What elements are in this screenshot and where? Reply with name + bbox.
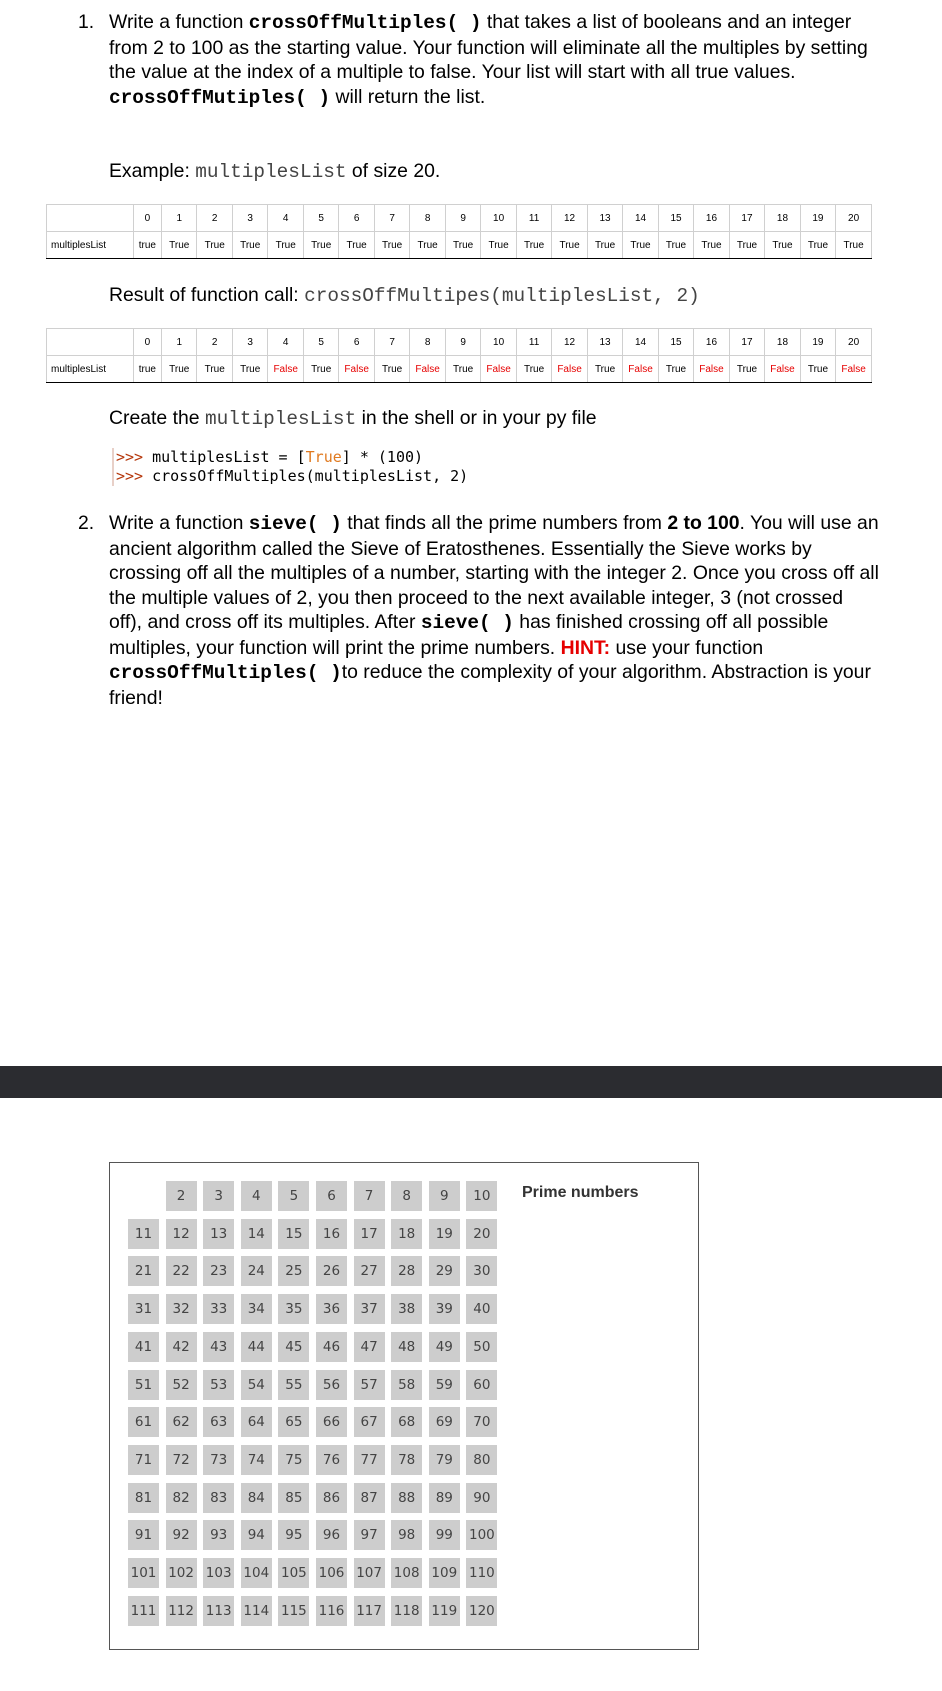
sieve-cell: 43 bbox=[203, 1332, 234, 1362]
sieve-cell: 63 bbox=[203, 1407, 234, 1437]
q1-text-a: Write a function bbox=[109, 11, 249, 33]
sieve-cell: 105 bbox=[278, 1558, 309, 1588]
sieve-cell: 19 bbox=[429, 1219, 460, 1249]
code-line-1 bbox=[116, 448, 468, 467]
value-cell: True bbox=[800, 232, 835, 259]
index-cell: 5 bbox=[303, 205, 338, 232]
sieve-cell: 20 bbox=[466, 1219, 497, 1249]
value-cell: True bbox=[623, 232, 658, 259]
sieve-cell: 17 bbox=[354, 1219, 385, 1249]
value-cell: True bbox=[587, 232, 622, 259]
index-cell: 2 bbox=[197, 329, 232, 356]
value-cell: True bbox=[800, 356, 835, 383]
q1-returns-text: will return the list. bbox=[330, 85, 486, 108]
sieve-cell: 82 bbox=[166, 1483, 197, 1513]
sieve-cell: 16 bbox=[316, 1219, 347, 1249]
sieve-cell: 27 bbox=[354, 1256, 385, 1286]
sieve-cell: 46 bbox=[316, 1332, 347, 1362]
q2-fn: sieve( ) bbox=[248, 513, 342, 535]
sieve-cell: 45 bbox=[278, 1332, 309, 1362]
q1-number: 1. bbox=[78, 11, 95, 33]
index-cell: 2 bbox=[197, 205, 232, 232]
row-label: multiplesList bbox=[47, 232, 134, 259]
sieve-cell: 107 bbox=[354, 1558, 385, 1588]
q2-paragraph bbox=[109, 511, 879, 710]
value-cell: true bbox=[133, 232, 161, 259]
index-cell: 13 bbox=[587, 205, 622, 232]
sieve-cell: 55 bbox=[278, 1370, 309, 1400]
value-cell: True bbox=[161, 232, 196, 259]
example-label: Example: bbox=[109, 160, 196, 182]
index-cell: 9 bbox=[445, 329, 480, 356]
index-cell: 13 bbox=[587, 329, 622, 356]
header-blank-cell bbox=[47, 329, 134, 356]
result-line bbox=[109, 283, 879, 309]
index-cell: 17 bbox=[729, 205, 764, 232]
sieve-cell: 18 bbox=[391, 1219, 422, 1249]
sieve-cell: 100 bbox=[466, 1520, 497, 1550]
code-line1-a: multiplesList = [ bbox=[143, 448, 306, 466]
index-cell: 12 bbox=[552, 205, 587, 232]
sieve-cell: 33 bbox=[203, 1294, 234, 1324]
index-cell: 4 bbox=[268, 205, 303, 232]
value-cell: True bbox=[481, 232, 516, 259]
value-cell: False bbox=[694, 356, 729, 383]
sieve-cell: 28 bbox=[391, 1256, 422, 1286]
value-cell: True bbox=[197, 356, 232, 383]
q2-t1: Write a function bbox=[109, 512, 249, 534]
index-cell: 5 bbox=[303, 329, 338, 356]
sieve-cell: 110 bbox=[466, 1558, 497, 1588]
index-cell: 6 bbox=[339, 205, 374, 232]
sieve-cell: 35 bbox=[278, 1294, 309, 1324]
sieve-cell: 102 bbox=[166, 1558, 197, 1588]
sieve-cell: 7 bbox=[354, 1181, 385, 1211]
sieve-cell: 52 bbox=[166, 1370, 197, 1400]
sieve-cell: 116 bbox=[316, 1596, 347, 1626]
index-cell: 18 bbox=[765, 329, 800, 356]
sieve-cell: 34 bbox=[241, 1294, 272, 1324]
index-cell: 3 bbox=[232, 205, 267, 232]
sieve-cell: 53 bbox=[203, 1370, 234, 1400]
code-line1-true: True bbox=[305, 448, 342, 466]
sieve-cell: 119 bbox=[429, 1596, 460, 1626]
sieve-cell: 115 bbox=[278, 1596, 309, 1626]
sieve-cell: 11 bbox=[128, 1219, 159, 1249]
sieve-cell: 31 bbox=[128, 1294, 159, 1324]
sieve-cell: 75 bbox=[278, 1445, 309, 1475]
sieve-cell: 40 bbox=[466, 1294, 497, 1324]
row-label: multiplesList bbox=[47, 356, 134, 383]
result-label: Result of function call: bbox=[109, 284, 305, 306]
sieve-cell: 118 bbox=[391, 1596, 422, 1626]
index-cell: 4 bbox=[268, 329, 303, 356]
code-line1-b: ] * (100) bbox=[341, 448, 424, 466]
sieve-cell: 4 bbox=[241, 1181, 272, 1211]
index-cell: 19 bbox=[800, 329, 835, 356]
sieve-cell: 57 bbox=[354, 1370, 385, 1400]
sieve-cell: 78 bbox=[391, 1445, 422, 1475]
index-cell: 1 bbox=[161, 205, 196, 232]
sieve-cell: 22 bbox=[166, 1256, 197, 1286]
q2-t4: has finished crossing off all possible multiples, your function will print the prime numbers. bbox=[109, 611, 829, 659]
sieve-cell: 101 bbox=[128, 1558, 159, 1588]
sieve-cell: 88 bbox=[391, 1483, 422, 1513]
sieve-cell: 96 bbox=[316, 1520, 347, 1550]
sieve-cell: 69 bbox=[429, 1407, 460, 1437]
q1-paragraph bbox=[109, 10, 879, 110]
sieve-cell: 56 bbox=[316, 1370, 347, 1400]
index-cell: 6 bbox=[339, 329, 374, 356]
sieve-cell: 117 bbox=[354, 1596, 385, 1626]
sieve-cell: 66 bbox=[316, 1407, 347, 1437]
value-cell: True bbox=[197, 232, 232, 259]
index-cell: 0 bbox=[133, 329, 161, 356]
sieve-cell: 71 bbox=[128, 1445, 159, 1475]
sieve-cell: 68 bbox=[391, 1407, 422, 1437]
value-cell: True bbox=[836, 232, 872, 259]
sieve-cell: 79 bbox=[429, 1445, 460, 1475]
q2-range: 2 to 100 bbox=[667, 512, 740, 534]
sieve-cell: 77 bbox=[354, 1445, 385, 1475]
example-suffix: of size 20. bbox=[346, 160, 441, 182]
value-cell: False bbox=[481, 356, 516, 383]
sieve-cell: 113 bbox=[203, 1596, 234, 1626]
sieve-cell: 58 bbox=[391, 1370, 422, 1400]
sieve-cell: 87 bbox=[354, 1483, 385, 1513]
sieve-cell: 59 bbox=[429, 1370, 460, 1400]
sieve-cell: 90 bbox=[466, 1483, 497, 1513]
prime-numbers-label: Prime numbers bbox=[522, 1184, 639, 1201]
sieve-cell: 108 bbox=[391, 1558, 422, 1588]
value-cell: False bbox=[623, 356, 658, 383]
sieve-cell: 114 bbox=[241, 1596, 272, 1626]
sieve-cell: 26 bbox=[316, 1256, 347, 1286]
index-cell: 20 bbox=[836, 205, 872, 232]
value-cell: True bbox=[303, 356, 338, 383]
value-cell: True bbox=[161, 356, 196, 383]
sieve-cell: 60 bbox=[466, 1370, 497, 1400]
index-cell: 17 bbox=[729, 329, 764, 356]
index-cell: 10 bbox=[481, 205, 516, 232]
sieve-cell: 54 bbox=[241, 1370, 272, 1400]
value-cell: True bbox=[516, 232, 551, 259]
value-cell: True bbox=[516, 356, 551, 383]
q1-returns-function: crossOffMutiples( ) bbox=[109, 86, 331, 109]
index-cell: 8 bbox=[410, 205, 445, 232]
sieve-cell: 70 bbox=[466, 1407, 497, 1437]
sieve-cell: 50 bbox=[466, 1332, 497, 1362]
sieve-cell: 84 bbox=[241, 1483, 272, 1513]
value-cell: False bbox=[836, 356, 872, 383]
value-cell: False bbox=[410, 356, 445, 383]
sieve-cell: 39 bbox=[429, 1294, 460, 1324]
sieve-cell: 49 bbox=[429, 1332, 460, 1362]
value-cell: False bbox=[339, 356, 374, 383]
sieve-cell: 2 bbox=[166, 1181, 197, 1211]
q2-hint: HINT: bbox=[560, 636, 611, 659]
sieve-cell: 5 bbox=[278, 1181, 309, 1211]
sieve-cell: 86 bbox=[316, 1483, 347, 1513]
index-cell: 14 bbox=[623, 205, 658, 232]
index-cell: 16 bbox=[694, 205, 729, 232]
create-var: multiplesList bbox=[204, 408, 357, 430]
sieve-cell: 48 bbox=[391, 1332, 422, 1362]
sieve-cell: 42 bbox=[166, 1332, 197, 1362]
sieve-cell: 14 bbox=[241, 1219, 272, 1249]
sieve-cell: 37 bbox=[354, 1294, 385, 1324]
sieve-cell: 65 bbox=[278, 1407, 309, 1437]
value-cell: True bbox=[729, 356, 764, 383]
value-cell: True bbox=[694, 232, 729, 259]
example-line bbox=[109, 159, 879, 185]
result-list-table bbox=[46, 328, 872, 383]
sieve-cell: 94 bbox=[241, 1520, 272, 1550]
sieve-cell: 76 bbox=[316, 1445, 347, 1475]
initial-list-table bbox=[46, 204, 872, 259]
sieve-cell: 106 bbox=[316, 1558, 347, 1588]
index-cell: 10 bbox=[481, 329, 516, 356]
index-cell: 15 bbox=[658, 329, 693, 356]
value-cell: True bbox=[374, 356, 409, 383]
sieve-cell: 29 bbox=[429, 1256, 460, 1286]
index-cell: 19 bbox=[800, 205, 835, 232]
sieve-cell: 111 bbox=[128, 1596, 159, 1626]
sieve-cell: 81 bbox=[128, 1483, 159, 1513]
q1-function-name: crossOffMultiples( ) bbox=[248, 12, 482, 34]
sieve-cell: 32 bbox=[166, 1294, 197, 1324]
value-cell: True bbox=[232, 356, 267, 383]
sieve-cell: 98 bbox=[391, 1520, 422, 1550]
index-cell: 3 bbox=[232, 329, 267, 356]
sieve-cell: 41 bbox=[128, 1332, 159, 1362]
code-line2: crossOffMultiples(multiplesList, 2) bbox=[143, 467, 469, 485]
sieve-cell: 36 bbox=[316, 1294, 347, 1324]
value-cell: true bbox=[133, 356, 161, 383]
index-cell: 12 bbox=[552, 329, 587, 356]
sieve-cell: 73 bbox=[203, 1445, 234, 1475]
sieve-cell: 80 bbox=[466, 1445, 497, 1475]
value-cell: True bbox=[374, 232, 409, 259]
index-cell: 9 bbox=[445, 205, 480, 232]
index-cell: 7 bbox=[374, 329, 409, 356]
sieve-cell: 12 bbox=[166, 1219, 197, 1249]
value-cell: False bbox=[765, 356, 800, 383]
value-cell: True bbox=[445, 232, 480, 259]
value-cell: False bbox=[268, 356, 303, 383]
value-cell: True bbox=[232, 232, 267, 259]
value-cell: True bbox=[410, 232, 445, 259]
sieve-cell: 8 bbox=[391, 1181, 422, 1211]
index-cell: 11 bbox=[516, 205, 551, 232]
q2-t2: that finds all the prime numbers from bbox=[341, 512, 668, 534]
sieve-cell: 83 bbox=[203, 1483, 234, 1513]
sieve-cell: 30 bbox=[466, 1256, 497, 1286]
q2-t3: . You will use an ancient algorithm called the Sieve of Eratosthenes. Essentially the Sieve works by crossing off all the multiples of a number, starting with the integer 2. Once you cross off all the multiple values of 2, you then proceed to the next available integer, 3 (not crossed off), and cross off its multiples. After bbox=[109, 512, 879, 633]
q1-text-b: that takes a list of booleans and an integer from 2 to 100 as the starting value. Your function will eliminate all the multiples by setting the value at the index of a multiple to false. Your list will start with all true values. bbox=[109, 11, 868, 83]
sieve-cell: 67 bbox=[354, 1407, 385, 1437]
index-cell: 7 bbox=[374, 205, 409, 232]
index-cell: 8 bbox=[410, 329, 445, 356]
sieve-cell: 95 bbox=[278, 1520, 309, 1550]
q2-fn3: crossOffMultiples( ) bbox=[109, 662, 342, 684]
sieve-cell: 64 bbox=[241, 1407, 272, 1437]
value-cell: True bbox=[587, 356, 622, 383]
value-cell: True bbox=[303, 232, 338, 259]
sieve-cell: 93 bbox=[203, 1520, 234, 1550]
sieve-cell: 61 bbox=[128, 1407, 159, 1437]
index-cell: 18 bbox=[765, 205, 800, 232]
sieve-cell: 85 bbox=[278, 1483, 309, 1513]
sieve-cell: 3 bbox=[203, 1181, 234, 1211]
sieve-cell: 74 bbox=[241, 1445, 272, 1475]
q2-t5: use your function bbox=[610, 636, 764, 659]
sieve-cell: 92 bbox=[166, 1520, 197, 1550]
code-prompt: >>> bbox=[116, 467, 144, 485]
code-prompt: >>> bbox=[116, 448, 144, 466]
sieve-cell: 23 bbox=[203, 1256, 234, 1286]
sieve-cell: 91 bbox=[128, 1520, 159, 1550]
create-line bbox=[109, 406, 879, 432]
sieve-cell: 38 bbox=[391, 1294, 422, 1324]
example-var: multiplesList bbox=[195, 161, 347, 183]
q2-t6: to reduce the complexity of your algorithm. Abstraction is your friend! bbox=[109, 661, 871, 709]
sieve-cell: 104 bbox=[241, 1558, 272, 1588]
index-cell: 16 bbox=[694, 329, 729, 356]
sieve-cell: 89 bbox=[429, 1483, 460, 1513]
sieve-cell: 10 bbox=[466, 1181, 497, 1211]
value-cell: False bbox=[552, 356, 587, 383]
result-call: crossOffMultipes(multiplesList, 2) bbox=[304, 285, 700, 307]
code-line-2 bbox=[116, 467, 468, 486]
value-cell: True bbox=[339, 232, 374, 259]
index-cell: 14 bbox=[623, 329, 658, 356]
index-cell: 0 bbox=[133, 205, 161, 232]
q2-number: 2. bbox=[78, 512, 95, 534]
q2-fn2: sieve( ) bbox=[420, 612, 514, 634]
sieve-cell: 25 bbox=[278, 1256, 309, 1286]
sieve-cell: 112 bbox=[166, 1596, 197, 1626]
sieve-cell: 13 bbox=[203, 1219, 234, 1249]
sieve-cell: 47 bbox=[354, 1332, 385, 1362]
sieve-cell: 97 bbox=[354, 1520, 385, 1550]
index-cell: 15 bbox=[658, 205, 693, 232]
sieve-cell: 109 bbox=[429, 1558, 460, 1588]
create-suffix: in the shell or in your py file bbox=[356, 407, 597, 429]
sieve-cell: 103 bbox=[203, 1558, 234, 1588]
sieve-cell: 72 bbox=[166, 1445, 197, 1475]
sieve-cell: 62 bbox=[166, 1407, 197, 1437]
sieve-cell: 51 bbox=[128, 1370, 159, 1400]
value-cell: True bbox=[658, 232, 693, 259]
sieve-cell: 21 bbox=[128, 1256, 159, 1286]
value-cell: True bbox=[445, 356, 480, 383]
value-cell: True bbox=[552, 232, 587, 259]
create-label: Create the bbox=[109, 407, 205, 429]
index-cell: 20 bbox=[836, 329, 872, 356]
value-cell: True bbox=[268, 232, 303, 259]
sieve-cell: 24 bbox=[241, 1256, 272, 1286]
code-block bbox=[112, 448, 468, 486]
value-cell: True bbox=[729, 232, 764, 259]
sieve-cell: 15 bbox=[278, 1219, 309, 1249]
index-cell: 1 bbox=[161, 329, 196, 356]
header-blank-cell bbox=[47, 205, 134, 232]
index-cell: 11 bbox=[516, 329, 551, 356]
sieve-cell: 99 bbox=[429, 1520, 460, 1550]
value-cell: True bbox=[658, 356, 693, 383]
sieve-cell: 6 bbox=[316, 1181, 347, 1211]
value-cell: True bbox=[765, 232, 800, 259]
separator-band bbox=[0, 1066, 942, 1098]
sieve-cell: 120 bbox=[466, 1596, 497, 1626]
sieve-cell: 9 bbox=[429, 1181, 460, 1211]
sieve-cell: 44 bbox=[241, 1332, 272, 1362]
